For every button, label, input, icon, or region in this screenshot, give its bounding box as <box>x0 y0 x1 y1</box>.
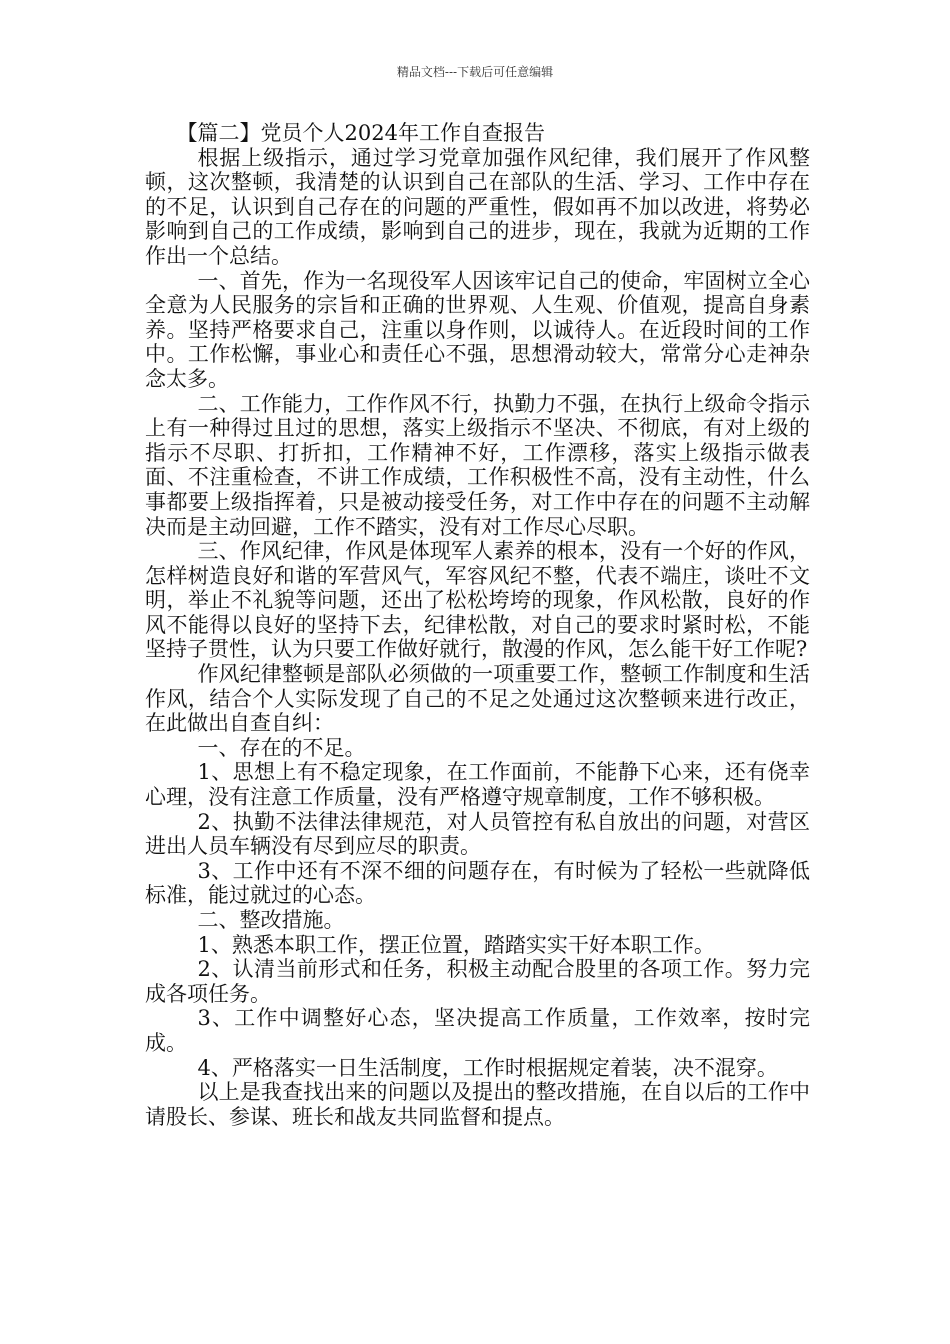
page-header: 精品文档---下载后可任意编辑 <box>396 65 554 79</box>
shortcomings-heading: 一、存在的不足。 <box>197 735 366 760</box>
measure-item-3: 3、工作中调整好心态，坚决提高工作质量，工作效率，按时完成。 <box>145 1006 810 1055</box>
measures-heading: 二、整改措施。 <box>197 908 345 932</box>
measure-item-4: 4、严格落实一日生活制度，工作时根据规定着装，决不混穿。 <box>197 1055 778 1080</box>
rectification-intro-paragraph: 作风纪律整顿是部队必须做的一项重要工作，整顿工作制度和生活作风，结合个人实际发现了自己的不足之处通过这次整顿来进行改正，在此做出自查自纠： <box>145 662 810 736</box>
closing-paragraph: 以上是我查找出来的问题以及提出的整改措施，在自以后的工作中请股长、参谋、班长和战友共同监督和提点。 <box>145 1080 810 1129</box>
measure-item-2: 2、认清当前形式和任务，积极主动配合股里的各项工作。努力完成各项任务。 <box>145 957 810 1006</box>
shortcoming-item-2: 2、执勤不法律法律规范，对人员管控有私自放出的问题，对营区进出人员车辆没有尽到应尽的职责。 <box>145 809 810 859</box>
document-body <box>145 121 810 1129</box>
section-two-paragraph: 二、工作能力，工作作风不行，执勤力不强，在执行上级命令指示上有一种得过且过的思想，落实上级指示不坚决、不彻底，有对上级的指示不尽职、打折扣，工作精神不好，工作漂移，落实上级指示做表面、不注重检查，不讲工作成绩，工作积极性不高，没有主动性，什么事都要上级指挥着，只是被动接受任务，对工作中存在的问题不主动解决而是主动回避，工作不踏实，没有对工作尽心尽职。 <box>145 391 810 539</box>
measure-item-1: 1、熟悉本职工作，摆正位置，踏踏实实干好本职工作。 <box>197 932 715 957</box>
intro-paragraph: 根据上级指示，通过学习党章加强作风纪律，我们展开了作风整顿，这次整顿，我清楚的认识到自己在部队的生活、学习、工作中存在的不足，认识到自己存在的问题的严重性，假如再不加以改进，将势必影响到自己的工作成绩，影响到自己的进步，现在，我就为近期的工作作出一个总结。 <box>145 145 810 268</box>
section-one-paragraph: 一、首先，作为一名现役军人因该牢记自己的使命，牢固树立全心全意为人民服务的宗旨和正确的世界观、人生观、价值观，提高自身素养。坚持严格要求自己，注重以身作则，以诚待人。在近段时间的工作中。工作松懈，事业心和责任心不强，思想滑动较大，常常分心走神杂念太多。 <box>145 268 810 391</box>
section-three-paragraph: 三、作风纪律，作风是体现军人素养的根本，没有一个好的作风，怎样树造良好和谐的军营风气，军容风纪不整，代表不端庄，谈吐不文明，举止不礼貌等问题，还出了松松垮垮的现象，作风松散，良好的作风不能得以良好的坚持下去，纪律松散，对自己的要求时紧时松，不能坚持子贯性，认为只要工作做好就行，散漫的作风，怎么能干好工作呢? <box>145 539 810 662</box>
shortcoming-item-3: 3、工作中还有不深不细的问题存在，有时候为了轻松一些就降低标准，能过就过的心态。 <box>145 858 810 908</box>
document-title: 【篇二】党员个人2024年工作自查报告 <box>176 121 545 145</box>
shortcoming-item-1: 1、思想上有不稳定现象，在工作面前，不能静下心来，还有侥幸心理，没有注意工作质量，没有严格遵守规章制度，工作不够积极。 <box>145 760 810 810</box>
